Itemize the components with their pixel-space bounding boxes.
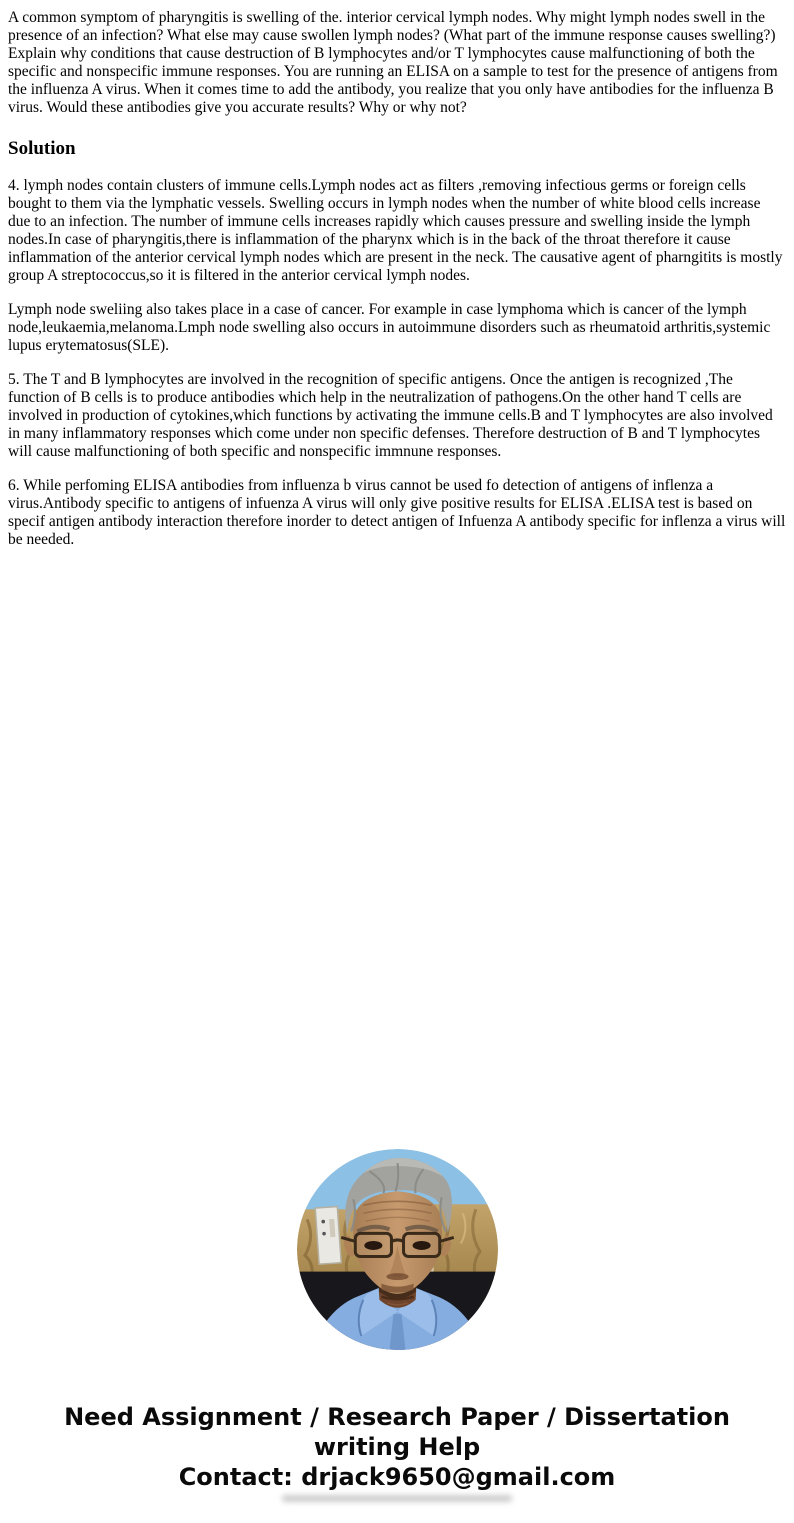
contact-email: Contact: drjack9650@gmail.com: [178, 1463, 616, 1491]
faded-watermark-smudge: [282, 1495, 512, 1502]
answer-paragraph-lymph-node: Lymph node sweliing also takes place in a case of cancer. For example in case lymphoma which is cancer of the lymph node,leukaemia,melanoma.Lmph node swelling also occurs in autoimmune disorders such as rheumatoid arthritis,systemic lupus erytematosus(SLE).: [8, 301, 771, 354]
answer-paragraph-6: 6. While perfoming ELISA antibodies from influenza b virus cannot be used fo detection of antigens of inflenza a virus.Antibody specific to antigens of infuenza A virus will only give positive results for ELISA .ELISA test is based on specif antigen antibody interaction therefore inorder to detect antigen of Infuenza A antibody specific for inflenza a virus will be needed.: [8, 477, 786, 548]
tutor-avatar-photo: [297, 1149, 498, 1350]
question-paragraph: A common symptom of pharyngitis is swelling of the. interior cervical lymph nodes. Why might lymph nodes swell in the presence of an infection? What else may cause swollen lymph nodes? (What part of the immune response causes swelling?) Explain why conditions that cause destruction of B lymphocytes and/or T lymphocytes cause malfunctioning of both the specific and nonspecific immune responses. You are running an ELISA on a sample to test for the presence of antigens from the influenza A virus. When it comes time to add the antibody, you realize that you only have antibodies for the influenza B virus. Would these antibodies give you accurate results? Why or why not?: [8, 9, 778, 116]
tutor-avatar-container: [8, 1149, 786, 1350]
answer-paragraph-5: 5. The T and B lymphocytes are involved in the recognition of specific antigens. Once the antigen is recognized ,The function of B cells is to produce antibodies which help in the neutralization of pathogens.On the other hand T cells are involved in production of cytokines,which functions by activating the immune cells.B and T lymphocytes are also involved in many inflammatory responses which come under non specific defenses. Therefore destruction of B and T lymphocytes will cause malfunctioning of both specific and nonspecific immnune responses.: [8, 371, 773, 460]
help-heading: Need Assignment / Research Paper / Dissertation writing Help: [64, 1403, 730, 1461]
answer-paragraph-4: 4. lymph nodes contain clusters of immune cells.Lymph nodes act as filters ,removing infectious germs or foreign cells bought to them via the lymphatic vessels. Swelling occurs in lymph nodes when the number of white blood cells increase due to an infection. The number of immune cells increases rapidly which causes pressure and swelling inside the lymph nodes.In case of pharyngitis,there is inflammation of the pharynx which is in the back of the throat therefore it cause inflammation of the anterior cervical lymph nodes which are present in the neck. The causative agent of pharngitits is mostly group A streptococcus,so it is filtered in the anterior cervical lymph nodes.: [8, 177, 783, 284]
footer-promo: [17, 1402, 777, 1492]
solution-heading: Solution: [8, 138, 76, 159]
avatar-switch-panel: [315, 1207, 341, 1265]
